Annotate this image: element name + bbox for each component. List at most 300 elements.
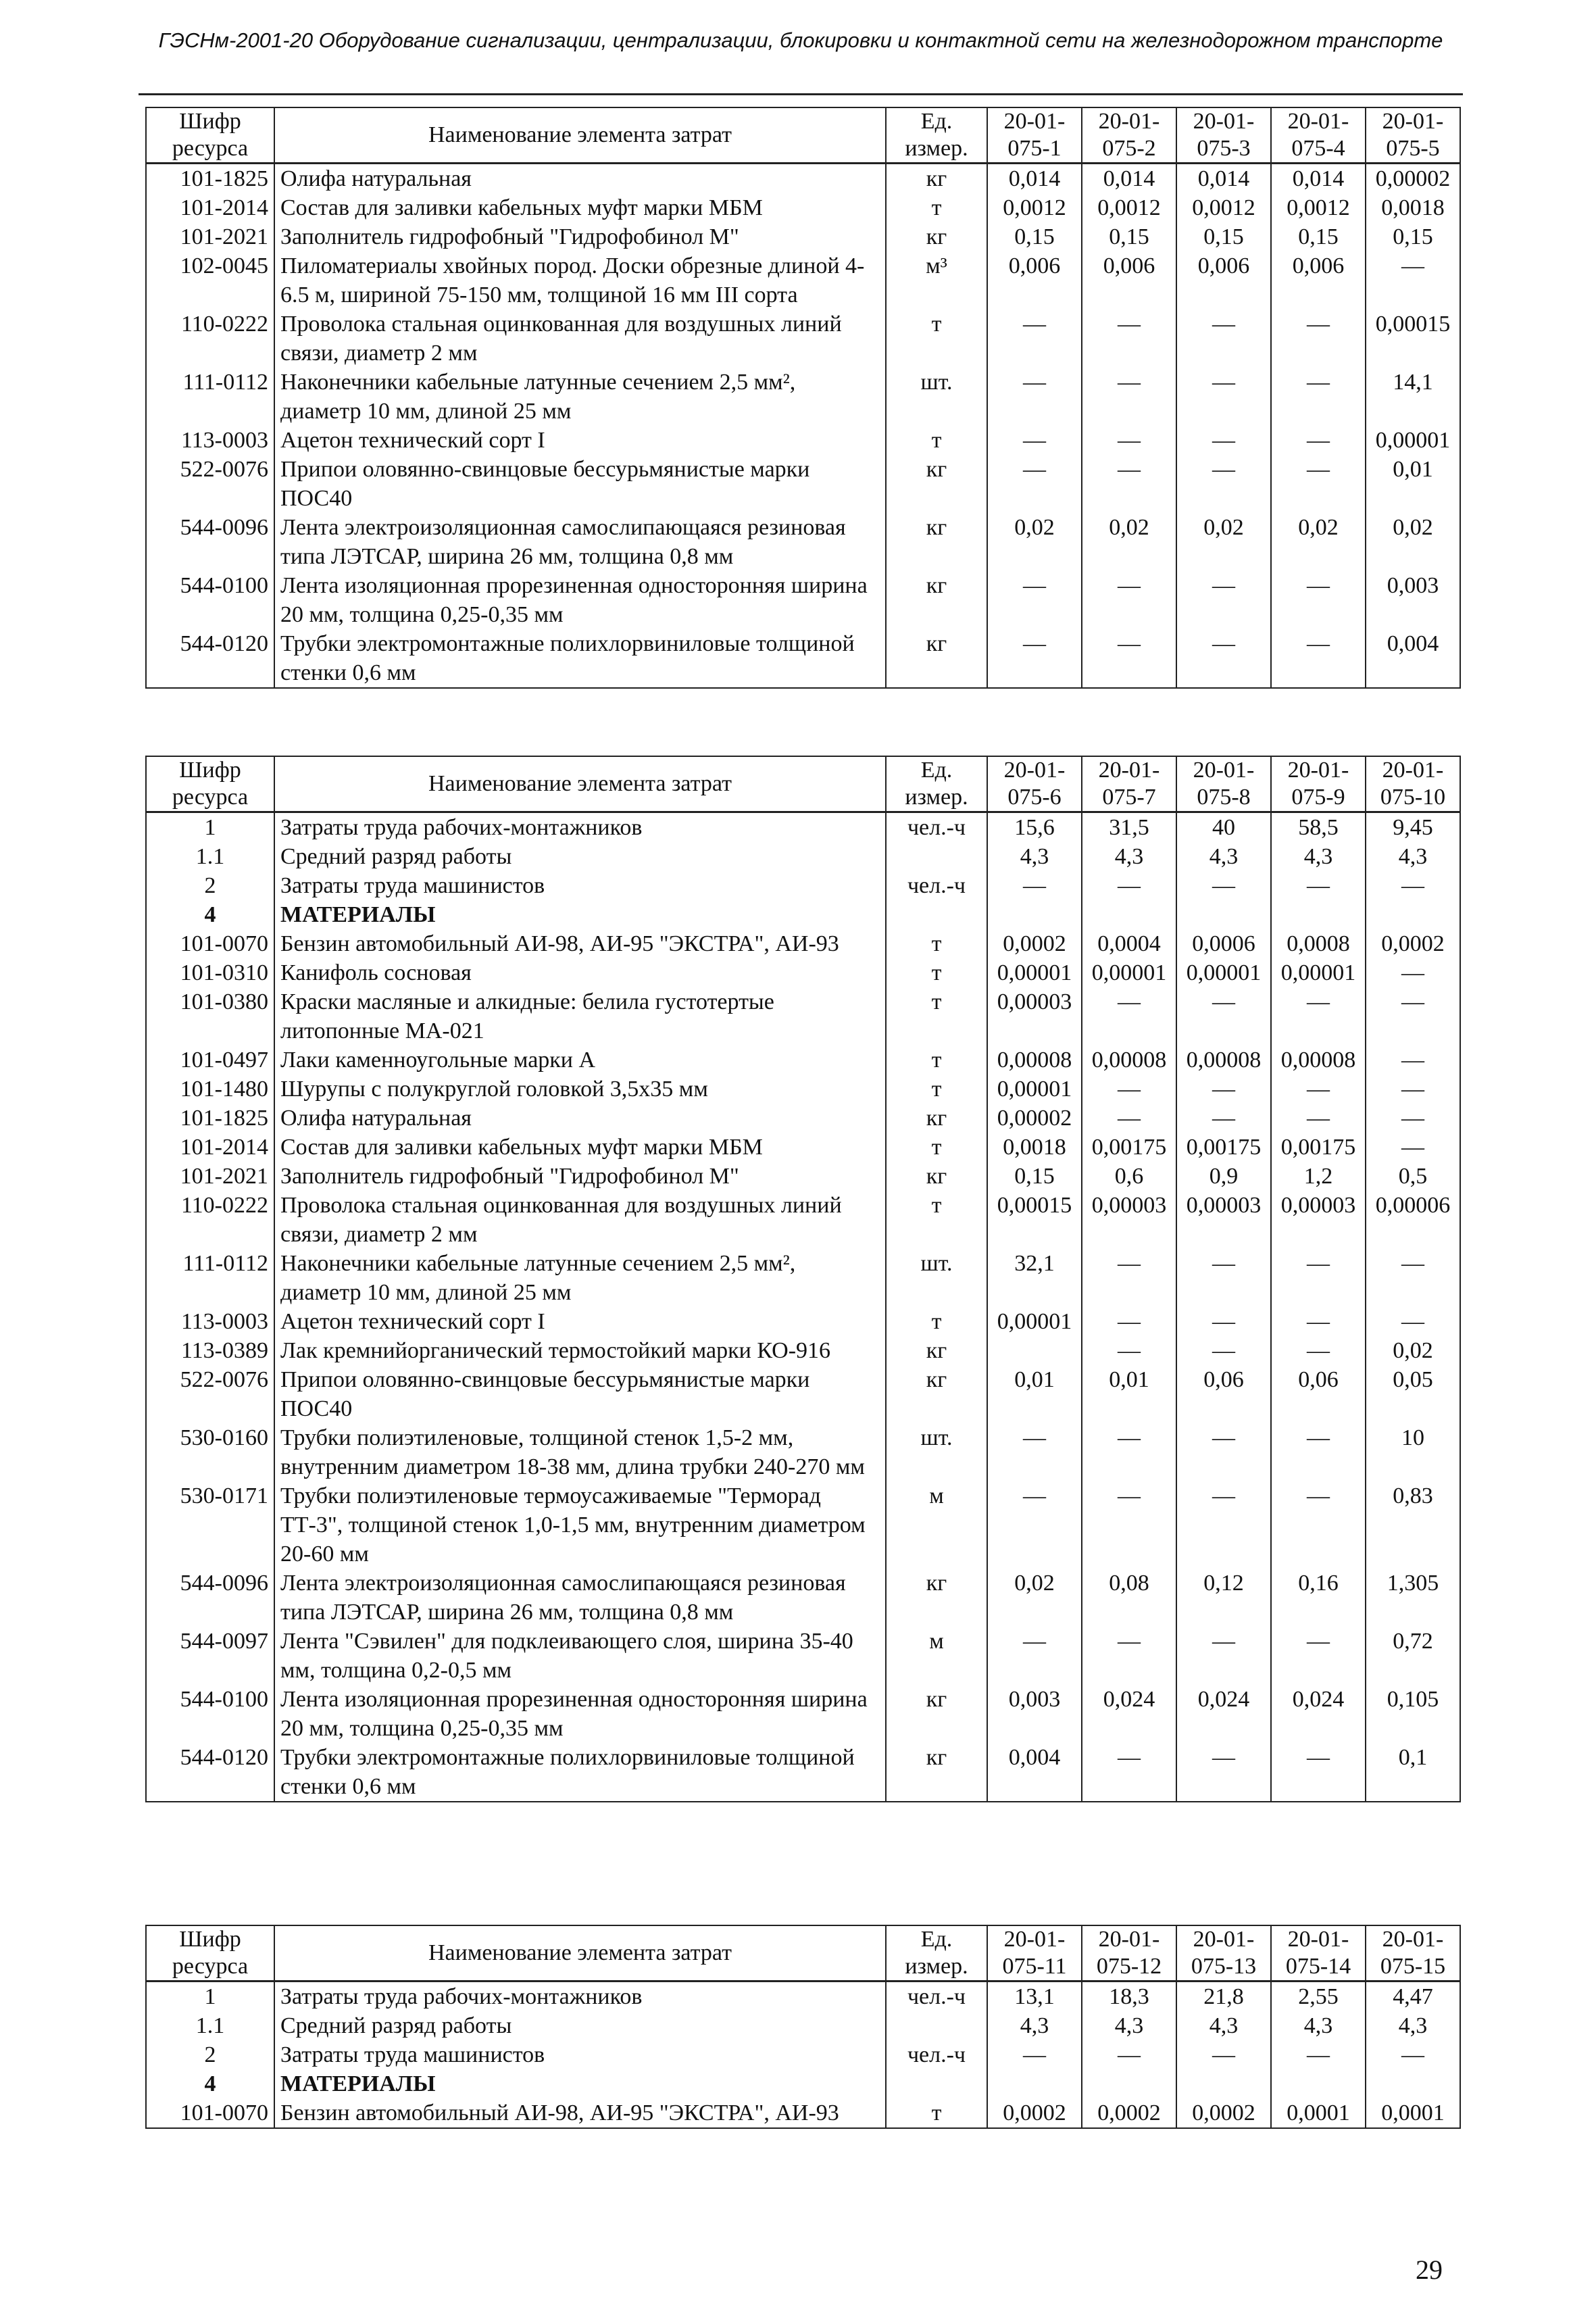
- resource-code: 111-0112: [146, 368, 274, 426]
- header-unit: Ед. измер.: [886, 1925, 987, 1981]
- resource-unit: кг: [886, 1104, 987, 1133]
- resource-value: 0,01: [987, 1365, 1082, 1423]
- header-column-code: 20-01-075-3: [1176, 107, 1271, 164]
- resource-value: 0,004: [1366, 629, 1460, 688]
- resource-value: 0,003: [1366, 571, 1460, 629]
- table-row: [146, 871, 1460, 900]
- resource-unit: кг: [886, 1685, 987, 1743]
- resource-value: —: [987, 871, 1082, 900]
- resource-value: 4,3: [1082, 2011, 1176, 2040]
- resource-unit: шт.: [886, 368, 987, 426]
- resource-value: 0,15: [1082, 222, 1176, 251]
- resource-value: —: [987, 1481, 1082, 1569]
- resource-unit: кг: [886, 513, 987, 571]
- resource-value: —: [1082, 1743, 1176, 1802]
- resource-name: Наконечники кабельные латунные сечением 2,5 мм², диаметр 10 мм, длиной 25 мм: [274, 368, 886, 426]
- resource-unit: т: [886, 2098, 987, 2128]
- resource-value: 0,00015: [987, 1191, 1082, 1249]
- resource-value: —: [1271, 1104, 1366, 1133]
- resource-value: 0,00015: [1366, 310, 1460, 368]
- resource-value: [1082, 900, 1176, 929]
- table-row: [146, 164, 1460, 194]
- resource-value: 0,02: [1366, 1336, 1460, 1365]
- resource-name: Припои оловянно-свинцовые бессурьмянистые марки ПОС40: [274, 455, 886, 513]
- resource-value: 0,15: [987, 222, 1082, 251]
- header-column-code: 20-01-075-10: [1366, 756, 1460, 812]
- table-row: [146, 1249, 1460, 1307]
- resource-name: Состав для заливки кабельных муфт марки МБМ: [274, 193, 886, 222]
- resource-value: 0,83: [1366, 1481, 1460, 1569]
- resource-value: 0,02: [987, 513, 1082, 571]
- resource-value: 4,3: [987, 842, 1082, 871]
- resource-value: —: [1082, 1481, 1176, 1569]
- resource-name: Олифа натуральная: [274, 1104, 886, 1133]
- resource-value: —: [1271, 1743, 1366, 1802]
- header-column-code: 20-01-075-12: [1082, 1925, 1176, 1981]
- resource-unit: шт.: [886, 1423, 987, 1481]
- header-code: Шифр ресурса: [146, 1925, 274, 1981]
- resource-value: 0,00008: [1271, 1045, 1366, 1075]
- resource-name: МАТЕРИАЛЫ: [274, 900, 886, 929]
- header-row: [146, 756, 1460, 812]
- resource-value: 4,3: [1366, 842, 1460, 871]
- resource-value: —: [1271, 987, 1366, 1045]
- resource-name: Лента изоляционная прорезиненная односторонняя ширина 20 мм, толщина 0,25-0,35 мм: [274, 1685, 886, 1743]
- header-column-code: 20-01-075-7: [1082, 756, 1176, 812]
- header-column-code: 20-01-075-6: [987, 756, 1082, 812]
- resource-code: 101-0497: [146, 1045, 274, 1075]
- resource-value: 4,47: [1366, 1981, 1460, 2012]
- resource-name: Заполнитель гидрофобный "Гидрофобинол М": [274, 1162, 886, 1191]
- table-row: [146, 2098, 1460, 2128]
- resource-value: 0,02: [1271, 513, 1366, 571]
- resource-value: —: [1176, 1249, 1271, 1307]
- resource-code: 102-0045: [146, 251, 274, 310]
- resource-unit: [886, 842, 987, 871]
- resource-value: 21,8: [1176, 1981, 1271, 2012]
- table-row: [146, 368, 1460, 426]
- resource-value: —: [1271, 571, 1366, 629]
- resource-value: 4,3: [1271, 842, 1366, 871]
- table-row: [146, 958, 1460, 987]
- resource-name: Шурупы с полукруглой головкой 3,5х35 мм: [274, 1075, 886, 1104]
- resource-value: —: [1366, 1104, 1460, 1133]
- resource-value: —: [1271, 2040, 1366, 2069]
- resource-unit: [886, 2069, 987, 2098]
- resource-value: —: [1082, 871, 1176, 900]
- resource-value: 0,0012: [987, 193, 1082, 222]
- resource-value: —: [1271, 629, 1366, 688]
- resource-value: 0,16: [1271, 1569, 1366, 1627]
- resource-code: 1.1: [146, 2011, 274, 2040]
- resource-value: 0,1: [1366, 1743, 1460, 1802]
- resource-name: Бензин автомобильный АИ-98, АИ-95 "ЭКСТРА", АИ-93: [274, 2098, 886, 2128]
- table-row: [146, 1133, 1460, 1162]
- resource-value: 1,2: [1271, 1162, 1366, 1191]
- table-row: [146, 987, 1460, 1045]
- resource-value: —: [987, 426, 1082, 455]
- resource-value: 0,00001: [1082, 958, 1176, 987]
- resource-value: —: [1271, 1249, 1366, 1307]
- resource-name: Заполнитель гидрофобный "Гидрофобинол М": [274, 222, 886, 251]
- resource-value: 13,1: [987, 1981, 1082, 2012]
- table-row: [146, 842, 1460, 871]
- resource-value: 0,0012: [1176, 193, 1271, 222]
- table-row: [146, 2040, 1460, 2069]
- resource-name: Припои оловянно-свинцовые бессурьмянистые марки ПОС40: [274, 1365, 886, 1423]
- resource-name: Лента изоляционная прорезиненная односторонняя ширина 20 мм, толщина 0,25-0,35 мм: [274, 571, 886, 629]
- resource-name: Средний разряд работы: [274, 2011, 886, 2040]
- resource-value: 0,0001: [1271, 2098, 1366, 2128]
- resource-name: Затраты труда рабочих-монтажников: [274, 1981, 886, 2012]
- header-column-code: 20-01-075-14: [1271, 1925, 1366, 1981]
- resource-value: 0,12: [1176, 1569, 1271, 1627]
- resource-value: —: [1271, 871, 1366, 900]
- resource-name: Трубки полиэтиленовые термоусаживаемые "Терморад ТТ-3", толщиной стенок 1,0-1,5 мм, внутренним диаметром 20-60 мм: [274, 1481, 886, 1569]
- resource-name: Ацетон технический сорт I: [274, 1307, 886, 1336]
- resource-value: 0,0012: [1271, 193, 1366, 222]
- resource-name: Бензин автомобильный АИ-98, АИ-95 "ЭКСТРА", АИ-93: [274, 929, 886, 958]
- resource-value: 0,0018: [1366, 193, 1460, 222]
- resource-value: 0,00006: [1366, 1191, 1460, 1249]
- resource-name: Проволока стальная оцинкованная для воздушных линий связи, диаметр 2 мм: [274, 310, 886, 368]
- resource-value: 0,0002: [987, 929, 1082, 958]
- header-column-code: 20-01-075-9: [1271, 756, 1366, 812]
- resource-value: 0,15: [987, 1162, 1082, 1191]
- resource-code: 544-0100: [146, 571, 274, 629]
- resource-value: 0,02: [1366, 513, 1460, 571]
- header-row: [146, 1925, 1460, 1981]
- resource-value: 32,1: [987, 1249, 1082, 1307]
- table-row: [146, 571, 1460, 629]
- header-column-code: 20-01-075-15: [1366, 1925, 1460, 1981]
- resource-value: 0,00002: [987, 1104, 1082, 1133]
- resource-unit: т: [886, 1075, 987, 1104]
- table-row: [146, 1569, 1460, 1627]
- resource-code: 1.1: [146, 842, 274, 871]
- resource-code: 101-1825: [146, 164, 274, 194]
- resource-unit: кг: [886, 1743, 987, 1802]
- resource-name: Трубки полиэтиленовые, толщиной стенок 1,5-2 мм, внутренним диаметром 18-38 мм, длина трубки 240-270 мм: [274, 1423, 886, 1481]
- resource-value: 4,3: [1082, 842, 1176, 871]
- resource-value: [1366, 900, 1460, 929]
- resource-value: —: [1271, 1075, 1366, 1104]
- resource-value: —: [1271, 1336, 1366, 1365]
- resource-value: 4,3: [987, 2011, 1082, 2040]
- resource-value: 0,00003: [1271, 1191, 1366, 1249]
- resource-table-1: [145, 107, 1461, 689]
- resource-value: 0,02: [1082, 513, 1176, 571]
- resource-name: Проволока стальная оцинкованная для воздушных линий связи, диаметр 2 мм: [274, 1191, 886, 1249]
- resource-name: Трубки электромонтажные полихлорвиниловые толщиной стенки 0,6 мм: [274, 1743, 886, 1802]
- resource-value: 0,0004: [1082, 929, 1176, 958]
- resource-unit: чел.-ч: [886, 1981, 987, 2012]
- resource-value: 0,06: [1271, 1365, 1366, 1423]
- table-row: [146, 1685, 1460, 1743]
- resource-code: 544-0097: [146, 1627, 274, 1685]
- resource-value: 0,00001: [1271, 958, 1366, 987]
- resource-code: 2: [146, 2040, 274, 2069]
- resource-unit: кг: [886, 455, 987, 513]
- resource-value: —: [1082, 310, 1176, 368]
- resource-code: 101-2021: [146, 1162, 274, 1191]
- resource-value: 0,0006: [1176, 929, 1271, 958]
- table-row: [146, 1307, 1460, 1336]
- resource-value: —: [1271, 310, 1366, 368]
- resource-code: 101-1825: [146, 1104, 274, 1133]
- resource-value: 0,00001: [987, 1307, 1082, 1336]
- resource-value: —: [1176, 1423, 1271, 1481]
- resource-unit: т: [886, 1133, 987, 1162]
- header-unit: Ед. измер.: [886, 107, 987, 164]
- resource-code: 111-0112: [146, 1249, 274, 1307]
- resource-value: 4,3: [1271, 2011, 1366, 2040]
- resource-value: —: [987, 1423, 1082, 1481]
- table-row: [146, 812, 1460, 843]
- resource-value: —: [1271, 455, 1366, 513]
- resource-unit: кг: [886, 1336, 987, 1365]
- resource-value: 0,00008: [1176, 1045, 1271, 1075]
- resource-value: 0,02: [987, 1569, 1082, 1627]
- resource-code: 4: [146, 900, 274, 929]
- resource-value: 0,00003: [1176, 1191, 1271, 1249]
- table-row: [146, 1365, 1460, 1423]
- page-number: 29: [1416, 2255, 1443, 2285]
- resource-code: 544-0120: [146, 1743, 274, 1802]
- table-row: [146, 1743, 1460, 1802]
- resource-name: Средний разряд работы: [274, 842, 886, 871]
- resource-value: —: [987, 310, 1082, 368]
- resource-value: 0,0002: [1176, 2098, 1271, 2128]
- resource-name: МАТЕРИАЛЫ: [274, 2069, 886, 2098]
- resource-value: 0,01: [1082, 1365, 1176, 1423]
- resource-table-2: [145, 756, 1461, 1802]
- resource-value: 58,5: [1271, 812, 1366, 843]
- resource-value: 0,0001: [1366, 2098, 1460, 2128]
- resource-code: 101-2014: [146, 1133, 274, 1162]
- table-row: [146, 310, 1460, 368]
- resource-value: —: [1271, 368, 1366, 426]
- table-row: [146, 513, 1460, 571]
- resource-value: —: [1176, 987, 1271, 1045]
- resource-code: 101-2021: [146, 222, 274, 251]
- header-name: Наименование элемента затрат: [274, 756, 886, 812]
- resource-value: 40: [1176, 812, 1271, 843]
- resource-value: [987, 900, 1082, 929]
- resource-value: —: [987, 368, 1082, 426]
- resource-value: 0,0018: [987, 1133, 1082, 1162]
- resource-value: 0,014: [1176, 164, 1271, 194]
- resource-value: —: [1366, 1307, 1460, 1336]
- resource-value: 0,024: [1271, 1685, 1366, 1743]
- header-column-code: 20-01-075-2: [1082, 107, 1176, 164]
- resource-value: —: [1082, 629, 1176, 688]
- resource-unit: т: [886, 426, 987, 455]
- header-code: Шифр ресурса: [146, 107, 274, 164]
- resource-name: Затраты труда машинистов: [274, 2040, 886, 2069]
- resource-value: —: [1082, 1307, 1176, 1336]
- resource-unit: т: [886, 958, 987, 987]
- resource-value: [1176, 2069, 1271, 2098]
- header-column-code: 20-01-075-4: [1271, 107, 1366, 164]
- resource-unit: т: [886, 987, 987, 1045]
- resource-unit: т: [886, 193, 987, 222]
- resource-value: —: [987, 2040, 1082, 2069]
- resource-value: —: [1271, 426, 1366, 455]
- resource-unit: кг: [886, 629, 987, 688]
- resource-unit: т: [886, 1307, 987, 1336]
- header-column-code: 20-01-075-8: [1176, 756, 1271, 812]
- resource-value: 0,024: [1082, 1685, 1176, 1743]
- resource-value: —: [1082, 571, 1176, 629]
- header-row: [146, 107, 1460, 164]
- resource-value: —: [1366, 2040, 1460, 2069]
- resource-value: —: [1176, 1481, 1271, 1569]
- table-row: [146, 1627, 1460, 1685]
- resource-value: 4,3: [1176, 842, 1271, 871]
- resource-value: 0,006: [987, 251, 1082, 310]
- resource-name: Ацетон технический сорт I: [274, 426, 886, 455]
- table-row: [146, 900, 1460, 929]
- resource-value: —: [1082, 455, 1176, 513]
- table-row: [146, 929, 1460, 958]
- running-header: ГЭСНм-2001-20 Оборудование сигнализации, централизации, блокировки и контактной сети на железнодорожном транспорте: [158, 28, 1443, 52]
- resource-unit: м³: [886, 251, 987, 310]
- resource-value: 0,00175: [1082, 1133, 1176, 1162]
- table-row: [146, 193, 1460, 222]
- resource-code: 101-2014: [146, 193, 274, 222]
- resource-value: —: [1176, 871, 1271, 900]
- resource-value: [1082, 2069, 1176, 2098]
- resource-unit: т: [886, 1191, 987, 1249]
- resource-value: 2,55: [1271, 1981, 1366, 2012]
- table-row: [146, 1075, 1460, 1104]
- resource-unit: кг: [886, 571, 987, 629]
- resource-value: 4,3: [1176, 2011, 1271, 2040]
- resource-code: 544-0100: [146, 1685, 274, 1743]
- header-rule: [139, 93, 1463, 95]
- resource-value: —: [987, 629, 1082, 688]
- resource-value: [1271, 900, 1366, 929]
- resource-name: Трубки электромонтажные полихлорвиниловые толщиной стенки 0,6 мм: [274, 629, 886, 688]
- resource-value: 0,006: [1176, 251, 1271, 310]
- resource-value: 0,00008: [1082, 1045, 1176, 1075]
- resource-unit: [886, 900, 987, 929]
- resource-value: 0,00001: [1176, 958, 1271, 987]
- resource-value: —: [1176, 1336, 1271, 1365]
- resource-value: —: [1082, 1423, 1176, 1481]
- resource-name: Канифоль сосновая: [274, 958, 886, 987]
- resource-value: —: [1366, 1133, 1460, 1162]
- resource-value: 10: [1366, 1423, 1460, 1481]
- resource-value: 0,08: [1082, 1569, 1176, 1627]
- resource-value: 0,00002: [1366, 164, 1460, 194]
- resource-code: 522-0076: [146, 455, 274, 513]
- resource-value: 0,9: [1176, 1162, 1271, 1191]
- resource-code: 1: [146, 812, 274, 843]
- resource-code: 110-0222: [146, 1191, 274, 1249]
- resource-value: —: [1176, 455, 1271, 513]
- resource-name: Олифа натуральная: [274, 164, 886, 194]
- resource-value: [1271, 2069, 1366, 2098]
- resource-value: 0,02: [1176, 513, 1271, 571]
- resource-unit: т: [886, 1045, 987, 1075]
- resource-value: 0,00175: [1176, 1133, 1271, 1162]
- table-row: [146, 629, 1460, 688]
- resource-value: 0,003: [987, 1685, 1082, 1743]
- resource-value: 0,72: [1366, 1627, 1460, 1685]
- table-row: [146, 251, 1460, 310]
- resource-value: —: [1176, 426, 1271, 455]
- resource-code: 113-0389: [146, 1336, 274, 1365]
- resource-value: —: [987, 455, 1082, 513]
- resource-value: 0,00175: [1271, 1133, 1366, 1162]
- resource-value: 0,0002: [1082, 2098, 1176, 2128]
- resource-value: 0,15: [1366, 222, 1460, 251]
- resource-value: —: [1176, 2040, 1271, 2069]
- resource-code: 544-0096: [146, 1569, 274, 1627]
- resource-code: 110-0222: [146, 310, 274, 368]
- resource-value: —: [1176, 629, 1271, 688]
- resource-unit: кг: [886, 1365, 987, 1423]
- resource-value: [1366, 2069, 1460, 2098]
- resource-code: 101-0070: [146, 2098, 274, 2128]
- resource-code: 101-0070: [146, 929, 274, 958]
- resource-value: —: [1082, 1075, 1176, 1104]
- resource-value: —: [1082, 1249, 1176, 1307]
- resource-value: —: [987, 571, 1082, 629]
- resource-value: 0,05: [1366, 1365, 1460, 1423]
- resource-value: —: [1176, 368, 1271, 426]
- resource-value: 0,5: [1366, 1162, 1460, 1191]
- resource-table-3: [145, 1925, 1461, 2129]
- resource-value: —: [1176, 1104, 1271, 1133]
- resource-unit: кг: [886, 1569, 987, 1627]
- header-code: Шифр ресурса: [146, 756, 274, 812]
- resource-value: —: [1176, 1075, 1271, 1104]
- resource-value: 0,00008: [987, 1045, 1082, 1075]
- resource-code: 101-0310: [146, 958, 274, 987]
- resource-code: 101-0380: [146, 987, 274, 1045]
- table-row: [146, 1162, 1460, 1191]
- resource-name: Лента электроизоляционная самослипающаяся резиновая типа ЛЭТСАР, ширина 26 мм, толщина 0,8 мм: [274, 1569, 886, 1627]
- resource-code: 113-0003: [146, 426, 274, 455]
- table-row: [146, 455, 1460, 513]
- resource-value: —: [1082, 987, 1176, 1045]
- resource-code: 544-0096: [146, 513, 274, 571]
- resource-name: Состав для заливки кабельных муфт марки МБМ: [274, 1133, 886, 1162]
- resource-value: —: [1082, 1627, 1176, 1685]
- resource-value: 0,00003: [987, 987, 1082, 1045]
- resource-name: Пиломатериалы хвойных пород. Доски обрезные длиной 4-6.5 м, шириной 75-150 мм, толщиной 16 мм III сорта: [274, 251, 886, 310]
- resource-value: [1176, 900, 1271, 929]
- resource-code: 101-1480: [146, 1075, 274, 1104]
- resource-value: —: [1082, 1336, 1176, 1365]
- resource-code: 544-0120: [146, 629, 274, 688]
- table-row: [146, 1045, 1460, 1075]
- resource-code: 530-0160: [146, 1423, 274, 1481]
- resource-value: 0,014: [987, 164, 1082, 194]
- resource-unit: т: [886, 310, 987, 368]
- resource-value: 0,01: [1366, 455, 1460, 513]
- header-column-code: 20-01-075-11: [987, 1925, 1082, 1981]
- resource-value: —: [1366, 251, 1460, 310]
- resource-value: —: [987, 1627, 1082, 1685]
- table-row: [146, 1104, 1460, 1133]
- table-row: [146, 1423, 1460, 1481]
- resource-value: 0,006: [1271, 251, 1366, 310]
- resource-value: 0,014: [1271, 164, 1366, 194]
